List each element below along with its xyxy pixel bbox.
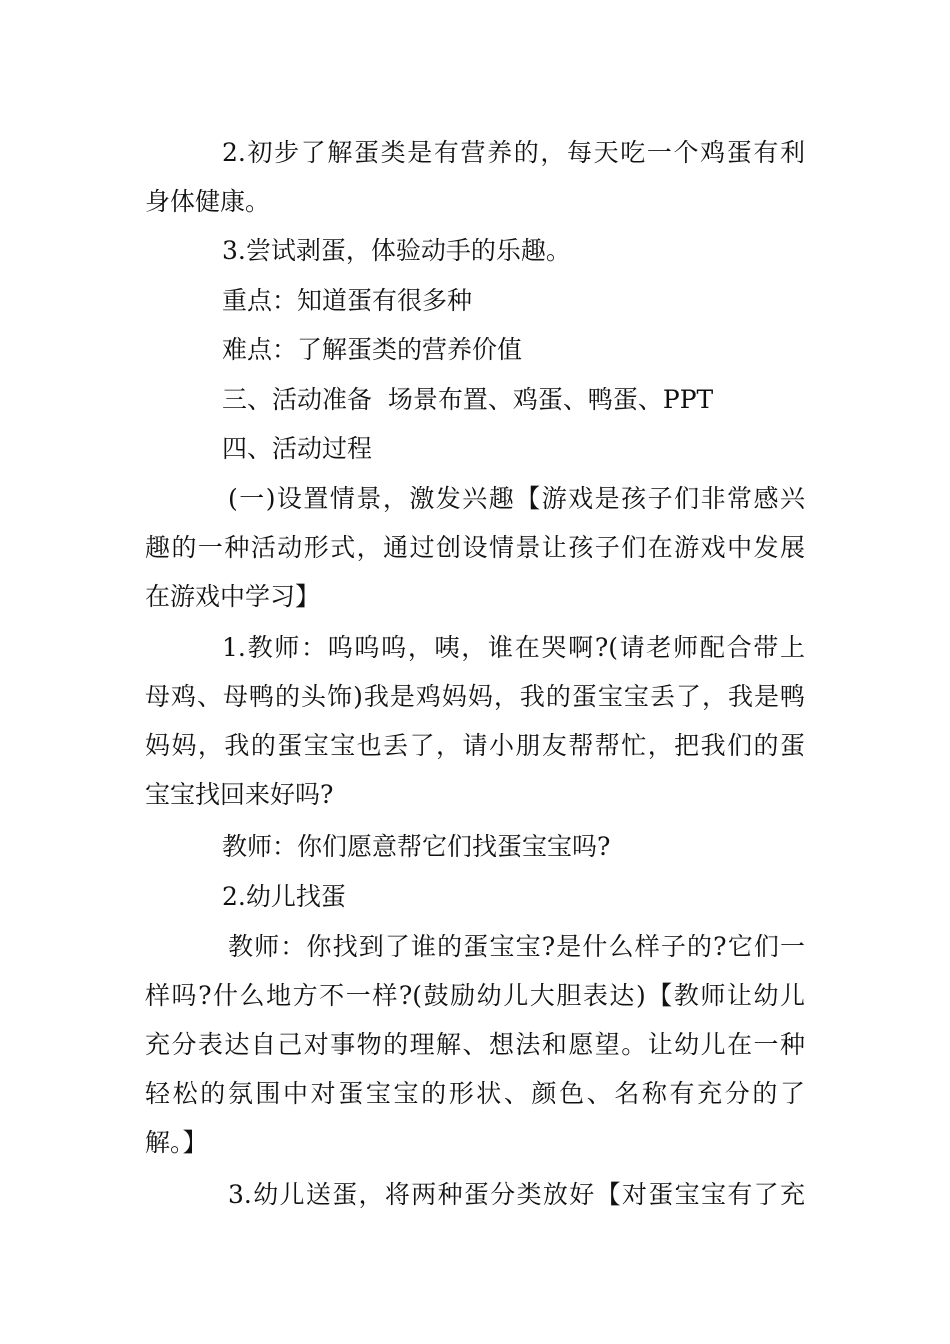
text-line: 身体健康。 (145, 187, 271, 216)
paragraph-step-2 (145, 872, 805, 921)
text-line: 趣的一种活动形式，通过创设情景让孩子们在游戏中发展 (145, 533, 805, 562)
text-line: 3.幼儿送蛋，将两种蛋分类放好【对蛋宝宝有了充 (228, 1180, 805, 1209)
paragraph-step-1-teacher (145, 623, 805, 819)
section-heading-process (145, 424, 805, 473)
text-line: 宝宝找回来好吗? (145, 780, 334, 809)
paragraph-goal-2 (145, 128, 805, 226)
paragraph-teacher-question (145, 822, 805, 871)
text-line: 妈妈，我的蛋宝宝也丢了，请小朋友帮帮忙，把我们的蛋 (145, 731, 805, 760)
text-line: 重点：知道蛋有很多种 (222, 286, 473, 315)
text-line: 难点：了解蛋类的营养价值 (222, 335, 523, 364)
paragraph-step-1-heading (145, 474, 805, 621)
text-line: 解。】 (145, 1128, 208, 1157)
paragraph-goal-3 (145, 226, 805, 275)
text-line: 3.尝试剥蛋，体验动手的乐趣。 (222, 236, 571, 265)
section-heading-preparation (145, 375, 805, 424)
text-line: 充分表达自己对事物的理解、想法和愿望。让幼儿在一种 (145, 1030, 805, 1059)
text-line: 四、活动过程 (222, 434, 373, 463)
text-line: 2.幼儿找蛋 (222, 882, 346, 911)
text-line: 轻松的氛围中对蛋宝宝的形状、颜色、名称有充分的了 (145, 1079, 805, 1108)
text-line: 三、活动准备 场景布置、鸡蛋、鸭蛋、PPT (222, 385, 714, 414)
text-line: 教师：你找到了谁的蛋宝宝?是什么样子的?它们一 (228, 932, 805, 961)
text-line: 在游戏中学习】 (145, 582, 321, 611)
paragraph-key-point (145, 276, 805, 325)
paragraph-step-3 (145, 1170, 805, 1219)
text-line: 母鸡、母鸭的头饰)我是鸡妈妈，我的蛋宝宝丢了，我是鸭 (145, 682, 805, 711)
paragraph-difficulty (145, 325, 805, 374)
paragraph-step-2-teacher (145, 922, 805, 1167)
text-line: 1.教师：呜呜呜，咦，谁在哭啊?(请老师配合带上 (222, 633, 805, 662)
text-line: 教师：你们愿意帮它们找蛋宝宝吗? (222, 832, 611, 861)
text-line: (一)设置情景，激发兴趣【游戏是孩子们非常感兴 (228, 484, 805, 513)
text-line: 2.初步了解蛋类是有营养的，每天吃一个鸡蛋有利 (222, 138, 805, 167)
text-line: 样吗?什么地方不一样?(鼓励幼儿大胆表达)【教师让幼儿 (145, 981, 805, 1010)
